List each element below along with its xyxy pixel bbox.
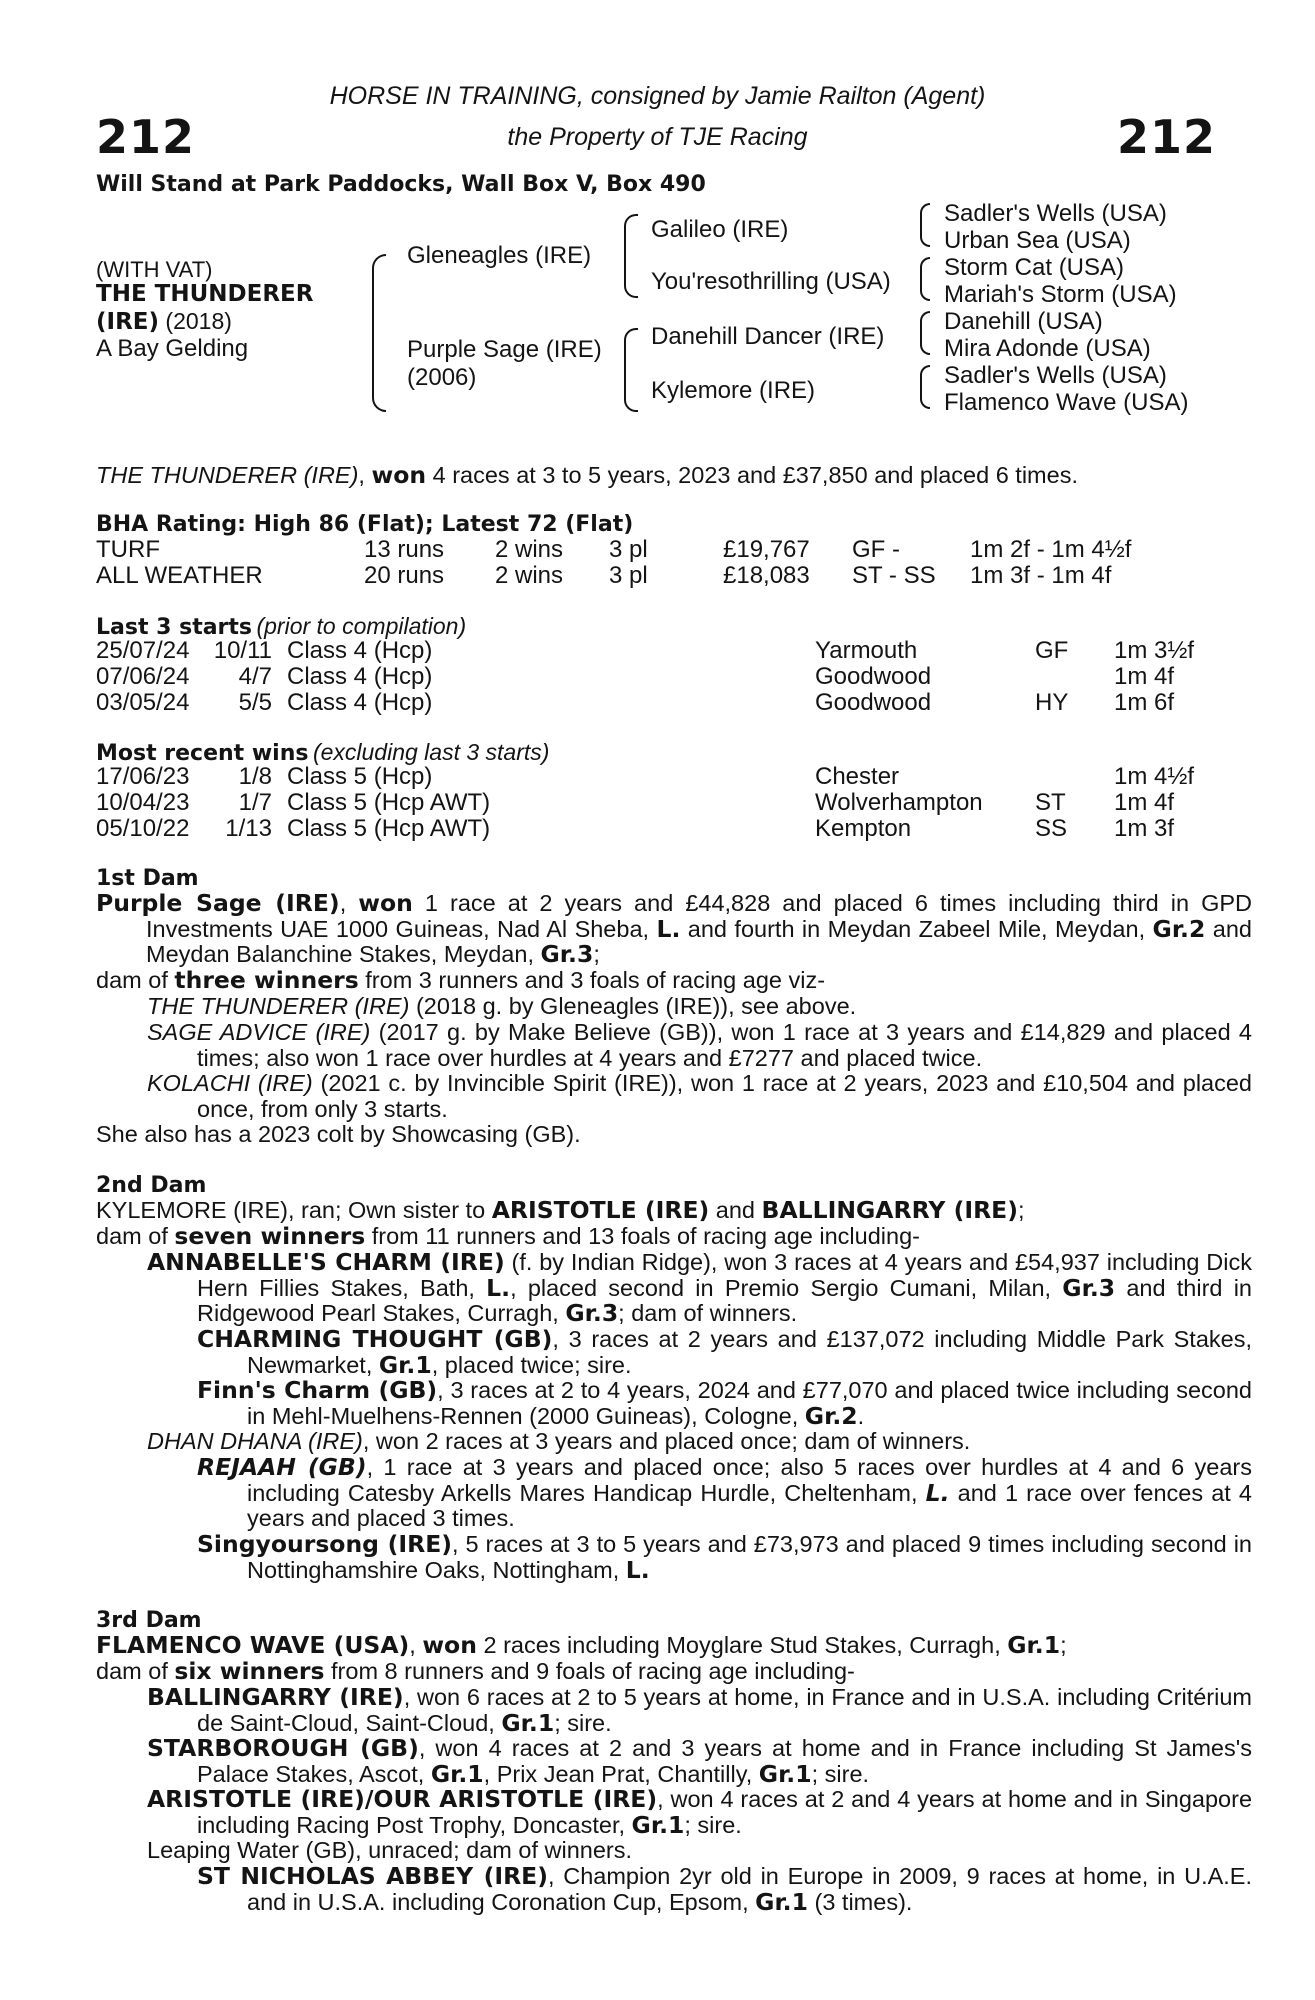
- text-segment: ;: [1060, 1632, 1067, 1658]
- summary-won: won: [371, 461, 427, 489]
- text-segment: seven winners: [174, 1222, 366, 1250]
- dam-sire: Danehill Dancer (IRE): [651, 323, 885, 350]
- ancestor-3: Storm Cat (USA): [944, 254, 1125, 281]
- third-dam-heading: 3rd Dam: [96, 1608, 202, 1633]
- start-going: HY: [1035, 689, 1069, 716]
- win-course: Kempton: [815, 815, 912, 842]
- horse-name: THE THUNDERER: [96, 281, 314, 307]
- first-dam-note: [96, 1122, 1201, 1148]
- lot-number-left: 212: [96, 110, 196, 164]
- text-segment: Gr.1: [501, 1708, 555, 1737]
- summary-text: 4 races at 3 to 5 years, 2023 and £37,850 and placed 6 times.: [426, 462, 1078, 488]
- text-segment: , Champion 2yr old in Europe in 2009, 9 races at home, in U.A.E. and in U.S.A. including Coronation Cup, Epsom,: [247, 1863, 1252, 1915]
- pedigree-brace-g4: [920, 365, 930, 409]
- sire: Gleneagles (IRE): [407, 242, 592, 269]
- win-class: Class 5 (Hcp AWT): [287, 789, 491, 816]
- start-course: Yarmouth: [815, 637, 918, 664]
- pedigree-brace-main: [372, 254, 386, 412]
- text-segment: ; sire.: [811, 1760, 870, 1787]
- text-segment: ; dam of winners.: [618, 1300, 798, 1327]
- text-segment: , won 4 races at 2 and 3 years at home and in France including St James's Palace Stakes, Ascot,: [197, 1735, 1252, 1787]
- text-segment: from 3 runners and 3 foals of racing age viz-: [358, 967, 826, 993]
- third-dam-produce: [147, 1736, 1252, 1787]
- ancestor-2: Urban Sea (USA): [944, 227, 1131, 254]
- win-distance: 1m 4f: [1114, 789, 1175, 816]
- first-dam-produce: [147, 1071, 1252, 1122]
- rating-going: ST - SS: [852, 562, 936, 589]
- text-segment: ,: [409, 1632, 423, 1658]
- pedigree-brace-dam: [624, 328, 638, 412]
- text-segment: ARISTOTLE (IRE)/OUR ARISTOTLE (IRE): [147, 1785, 658, 1813]
- win-date: 05/10/22: [96, 815, 190, 842]
- text-segment: BALLINGARRY (IRE): [761, 1196, 1018, 1224]
- start-class: Class 4 (Hcp): [287, 689, 433, 716]
- text-segment: Gr.1: [378, 1350, 432, 1379]
- rating-placed: 3 pl: [609, 536, 648, 563]
- third-dam-grandproduce: [197, 1864, 1252, 1915]
- third-dam-produce: [147, 1685, 1252, 1736]
- ancestor-8: Flamenco Wave (USA): [944, 389, 1189, 416]
- second-dam-grandproduce: [197, 1327, 1252, 1378]
- text-segment: , Prix Jean Prat, Chantilly,: [483, 1760, 759, 1787]
- second-dam-produce: [147, 1250, 1252, 1327]
- text-segment: Gr.1: [758, 1759, 812, 1788]
- text-segment: ,: [339, 890, 359, 916]
- start-distance: 1m 6f: [1114, 689, 1175, 716]
- start-position: 4/7: [238, 663, 272, 690]
- last-starts-title: Last 3 starts: [96, 615, 253, 640]
- race-summary: THE THUNDERER (IRE), won 4 races at 3 to 5 years, 2023 and £37,850 and placed 6 times.: [96, 461, 1078, 489]
- start-position: 10/11: [213, 637, 272, 664]
- text-segment: , won 6 races at 2 to 5 years at home, in France and in U.S.A. including Critérium de Saint-Cloud, Saint-Cloud,: [197, 1684, 1252, 1736]
- text-segment: and 1 race over fences at 4 years and placed 3 times.: [247, 1479, 1252, 1532]
- rating-going: GF -: [852, 536, 900, 563]
- text-segment: from 8 runners and 9 foals of racing age including-: [324, 1658, 855, 1684]
- win-class: Class 5 (Hcp): [287, 763, 433, 790]
- text-segment: (2021 c. by Invincible Spirit (IRE)), won 1 race at 2 years, 2023 and £10,504 and placed once, from only 3 starts.: [197, 1070, 1252, 1122]
- text-segment: , won 2 races at 3 years and placed once; dam of winners.: [362, 1428, 971, 1454]
- text-segment: L.: [656, 914, 681, 943]
- recent-wins-heading: [96, 739, 549, 766]
- win-going: ST: [1035, 789, 1066, 816]
- text-segment: CHARMING THOUGHT (GB): [197, 1325, 553, 1353]
- start-position: 5/5: [238, 689, 272, 716]
- text-segment: KOLACHI (IRE): [147, 1070, 313, 1096]
- text-segment: STARBOROUGH (GB): [147, 1734, 419, 1762]
- text-segment: Gr.3: [1062, 1273, 1116, 1302]
- text-segment: SAGE ADVICE (IRE): [147, 1019, 371, 1045]
- sire-sire: Galileo (IRE): [651, 216, 789, 243]
- start-course: Goodwood: [815, 689, 932, 716]
- stand-location: Will Stand at Park Paddocks, Wall Box V, Box 490: [96, 172, 706, 197]
- text-segment: won: [358, 889, 413, 917]
- pedigree-brace-g3: [920, 311, 930, 355]
- first-dam-produce: [147, 994, 1252, 1020]
- second-dam-produce: [147, 1429, 1252, 1455]
- horse-name-suffix: [96, 308, 232, 335]
- start-distance: 1m 4f: [1114, 663, 1175, 690]
- dam-year: (2006): [407, 364, 477, 391]
- text-segment: (2017 g. by Make Believe (GB)), won 1 race at 3 years and £14,829 and placed 4 times; also won 1 race over hurdles at 4 years and £7277 and placed twice.: [197, 1019, 1253, 1071]
- text-segment: Gr.1: [1007, 1631, 1061, 1659]
- horse-description: A Bay Gelding: [96, 335, 249, 362]
- text-segment: , placed second in Premio Sergio Cumani, Milan,: [510, 1274, 1063, 1301]
- rating-runs: 13 runs: [364, 536, 445, 563]
- text-segment: , 3 races at 2 years and £137,072 including Middle Park Stakes, Newmarket,: [247, 1326, 1253, 1378]
- win-distance: 1m 4½f: [1114, 763, 1195, 790]
- text-segment: Finn's Charm (GB): [197, 1376, 438, 1404]
- dam: Purple Sage (IRE): [407, 336, 602, 363]
- text-segment: dam of: [96, 1223, 175, 1249]
- second-dam-grandproduce: [197, 1532, 1252, 1583]
- text-segment: , 3 races at 2 to 4 years, 2024 and £77,070 and placed twice including second in Mehl-Muelhens-Rennen (2000 Guineas), Cologne,: [247, 1377, 1252, 1429]
- text-segment: , 5 races at 3 to 5 years and £73,973 and placed 9 times including second in Nottinghamshire Oaks, Nottingham,: [247, 1531, 1252, 1583]
- text-segment: BALLINGARRY (IRE): [147, 1683, 404, 1711]
- rating-wins: 2 wins: [495, 536, 564, 563]
- text-segment: Purple Sage (IRE): [96, 889, 340, 917]
- rating-wins: 2 wins: [495, 562, 564, 589]
- pedigree-brace-g1: [920, 203, 930, 247]
- text-segment: Gr.3: [540, 940, 594, 969]
- rating-surface: ALL WEATHER: [96, 562, 263, 589]
- text-segment: Gr.1: [631, 1810, 685, 1839]
- win-course: Chester: [815, 763, 900, 790]
- first-dam-heading: 1st Dam: [96, 866, 199, 891]
- text-segment: L.: [625, 1555, 650, 1584]
- dam-dam: Kylemore (IRE): [651, 377, 816, 404]
- text-segment: and third in Ridgewood Pearl Stakes, Curragh,: [197, 1274, 1253, 1327]
- first-dam-produce: [147, 1020, 1252, 1071]
- text-segment: ARISTOTLE (IRE): [491, 1196, 710, 1224]
- third-dam-produce-intro: [96, 1659, 1201, 1685]
- horse-year: (2018): [165, 308, 232, 334]
- win-position: 1/13: [225, 815, 272, 842]
- text-segment: THE THUNDERER (IRE): [147, 993, 410, 1019]
- third-dam-produce: [147, 1787, 1252, 1838]
- text-segment: L.: [925, 1478, 950, 1507]
- start-date: 03/05/24: [96, 689, 190, 716]
- sire-dam: You'resothrilling (USA): [651, 268, 891, 295]
- rating-money: £18,083: [723, 562, 810, 589]
- rating-distance: 1m 2f - 1m 4½f: [970, 536, 1132, 563]
- second-dam-grandproduce: [197, 1455, 1252, 1532]
- horse-country: (IRE): [96, 309, 160, 335]
- text-segment: ANNABELLE'S CHARM (IRE): [147, 1248, 505, 1276]
- text-segment: three winners: [174, 966, 359, 994]
- text-segment: , won 4 races at 2 and 4 years at home and in Singapore including Racing Post Trophy, Doncaster,: [197, 1786, 1253, 1838]
- text-segment: KYLEMORE (IRE), ran; Own sister to: [96, 1197, 492, 1223]
- text-segment: and fourth in Meydan Zabeel Mile, Meydan,: [680, 915, 1153, 942]
- text-segment: from 11 runners and 13 foals of racing age including-: [365, 1223, 920, 1249]
- first-dam-produce-intro: [96, 968, 1201, 994]
- vat-note: (WITH VAT): [96, 257, 213, 282]
- start-distance: 1m 3½f: [1114, 637, 1195, 664]
- text-segment: dam of: [96, 967, 175, 993]
- lot-number-right: 212: [1117, 110, 1217, 164]
- text-segment: (f. by Indian Ridge), won 3 races at 4 years and £54,937 including Dick Hern Fillies Stakes, Bath,: [197, 1249, 1252, 1301]
- rating-runs: 20 runs: [364, 562, 445, 589]
- rating-placed: 3 pl: [609, 562, 648, 589]
- text-segment: Gr.1: [430, 1759, 484, 1788]
- second-dam-para: [96, 1198, 1201, 1224]
- text-segment: (3 times).: [807, 1888, 913, 1915]
- text-segment: ST NICHOLAS ABBEY (IRE): [197, 1862, 548, 1890]
- rating-money: £19,767: [723, 536, 810, 563]
- text-segment: Gr.2: [804, 1401, 858, 1430]
- start-date: 25/07/24: [96, 637, 190, 664]
- win-date: 10/04/23: [96, 789, 190, 816]
- pedigree-brace-sire: [624, 214, 638, 298]
- rating-surface: TURF: [96, 536, 160, 563]
- pedigree-brace-g2: [920, 257, 930, 301]
- ancestor-5: Danehill (USA): [944, 308, 1103, 335]
- win-position: 1/7: [238, 789, 272, 816]
- win-distance: 1m 3f: [1114, 815, 1175, 842]
- text-segment: Leaping Water (GB), unraced; dam of winners.: [147, 1837, 633, 1863]
- last-starts-note: (prior to compilation): [256, 613, 467, 639]
- third-dam-produce: [147, 1838, 1202, 1864]
- win-going: SS: [1035, 815, 1068, 842]
- text-segment: six winners: [174, 1657, 325, 1685]
- start-course: Goodwood: [815, 663, 932, 690]
- text-segment: She also has a 2023 colt by Showcasing (GB).: [96, 1121, 581, 1147]
- text-segment: ;: [593, 941, 600, 968]
- win-course: Wolverhampton: [815, 789, 983, 816]
- ancestor-4: Mariah's Storm (USA): [944, 281, 1177, 308]
- text-segment: .: [857, 1402, 865, 1429]
- text-segment: and: [709, 1197, 762, 1223]
- text-segment: , 1 race at 3 years and placed once; also 5 races over hurdles at 4 and 6 years including Catesby Arkells Mares Handicap Hurdle, Cheltenham,: [247, 1454, 1253, 1506]
- second-dam-grandproduce: [197, 1378, 1252, 1429]
- text-segment: dam of: [96, 1658, 175, 1684]
- start-date: 07/06/24: [96, 663, 190, 690]
- start-going: GF: [1035, 637, 1069, 664]
- win-position: 1/8: [238, 763, 272, 790]
- second-dam-heading: 2nd Dam: [96, 1173, 207, 1198]
- property-line: the Property of TJE Racing: [507, 123, 808, 151]
- text-segment: won: [422, 1631, 477, 1659]
- win-date: 17/06/23: [96, 763, 190, 790]
- ancestor-1: Sadler's Wells (USA): [944, 200, 1167, 227]
- text-segment: 2 races including Moyglare Stud Stakes, Curragh,: [476, 1632, 1008, 1658]
- consignor-line: HORSE IN TRAINING, consigned by Jamie Railton (Agent): [329, 82, 986, 110]
- summary-horse-name: THE THUNDERER (IRE): [96, 462, 359, 488]
- text-segment: REJAAH (GB): [197, 1453, 367, 1481]
- text-segment: ; sire.: [554, 1709, 612, 1736]
- text-segment: (2018 g. by Gleneagles (IRE)), see above.: [409, 993, 857, 1019]
- text-segment: DHAN DHANA (IRE): [147, 1428, 363, 1454]
- text-segment: Gr.2: [1152, 914, 1206, 943]
- text-segment: ;: [1017, 1197, 1025, 1223]
- text-segment: ; sire.: [684, 1811, 742, 1838]
- text-segment: 1 race at 2 years and £44,828 and placed 6 times including third in GPD Investments UAE 1000 Guineas, Nad Al Sheba,: [146, 890, 1253, 942]
- ancestor-7: Sadler's Wells (USA): [944, 362, 1167, 389]
- win-class: Class 5 (Hcp AWT): [287, 815, 491, 842]
- recent-wins-title: Most recent wins: [96, 741, 309, 766]
- text-segment: and Meydan Balanchine Stakes, Meydan,: [146, 915, 1252, 968]
- start-class: Class 4 (Hcp): [287, 663, 433, 690]
- first-dam-para: [96, 891, 1252, 968]
- second-dam-produce-intro: [96, 1224, 1201, 1250]
- text-segment: Singyoursong (IRE): [197, 1530, 452, 1558]
- last-starts-heading: [96, 613, 466, 640]
- rating-distance: 1m 3f - 1m 4f: [970, 562, 1112, 589]
- start-class: Class 4 (Hcp): [287, 637, 433, 664]
- text-segment: Gr.1: [755, 1887, 808, 1916]
- text-segment: FLAMENCO WAVE (USA): [96, 1631, 410, 1659]
- recent-wins-note: (excluding last 3 starts): [312, 739, 550, 765]
- text-segment: Gr.3: [565, 1299, 619, 1328]
- text-segment: , placed twice; sire.: [431, 1351, 632, 1378]
- third-dam-para: [96, 1633, 1201, 1659]
- ancestor-6: Mira Adonde (USA): [944, 335, 1151, 362]
- rating-heading: BHA Rating: High 86 (Flat); Latest 72 (Flat): [96, 512, 634, 537]
- text-segment: L.: [486, 1273, 511, 1302]
